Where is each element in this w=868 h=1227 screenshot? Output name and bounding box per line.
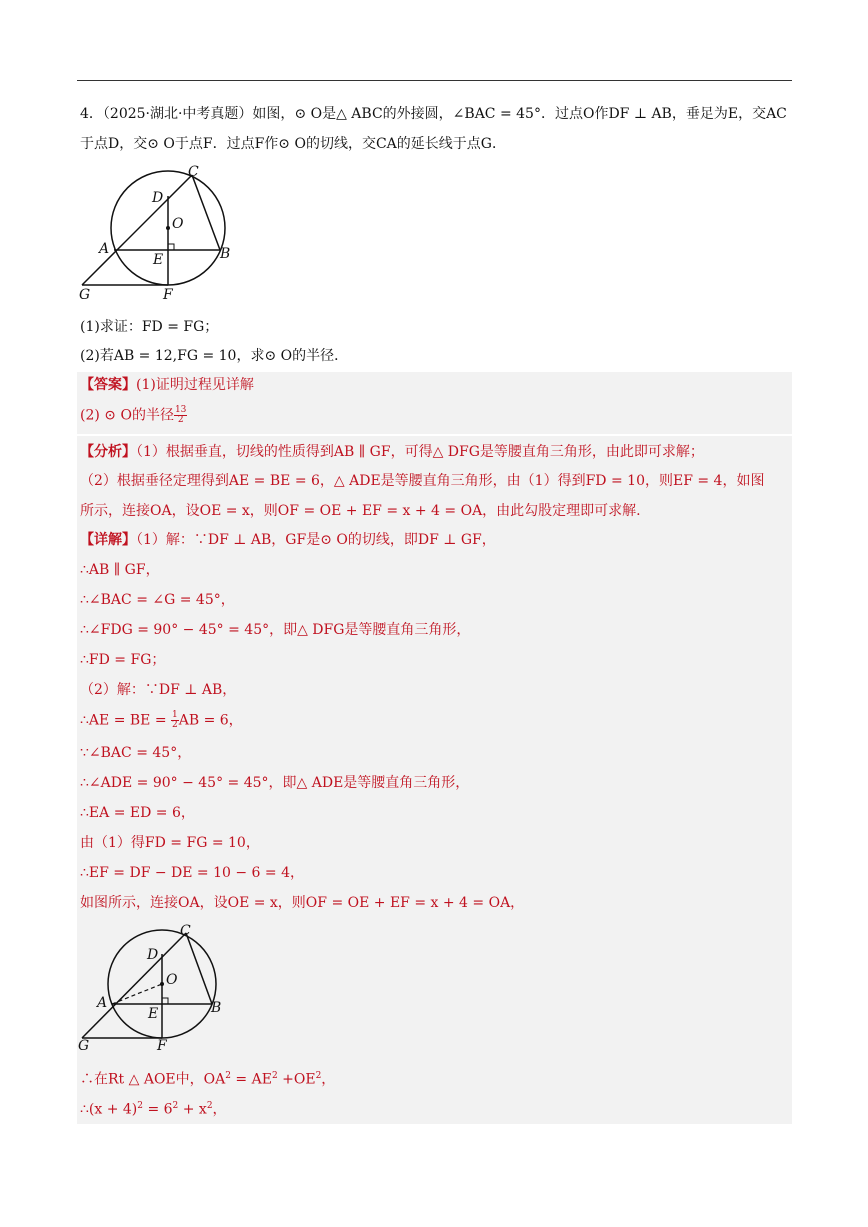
detail-text-15a: ∴(x + 4) xyxy=(80,1101,138,1118)
detail-text-15c: + x xyxy=(178,1101,207,1118)
question-part-2: (2)若AB = 12,FG = 10，求⊙ O的半径． xyxy=(80,348,349,364)
detail-line-3: ∴∠BAC = ∠G = 45°， xyxy=(80,592,235,608)
detail-line-11: 由（1）得FD = FG = 10， xyxy=(80,835,260,851)
detail-text-14a: ∴在Rt △ AOE中，OA xyxy=(80,1071,226,1088)
label-A: A xyxy=(99,241,110,257)
header-rule xyxy=(77,80,792,81)
exp-2: 2 xyxy=(271,1071,278,1081)
detail-text-14d: ， xyxy=(321,1071,336,1088)
detail-line-8: ∵∠BAC = 45°， xyxy=(80,745,192,761)
detail-line-9: ∴∠ADE = 90° − 45° = 45°，即△ ADE是等腰直角三角形， xyxy=(80,775,470,791)
analysis-line-3: 所示，连接OA，设OE = x，则OF = OE + EF = x + 4 = OA，由此勾股定理即可求解. xyxy=(80,503,641,519)
label-G-2: G xyxy=(78,1038,90,1054)
answer-fraction xyxy=(174,406,187,425)
answer-line-1 xyxy=(80,376,254,394)
answer-2-text: (2) ⊙ O的半径 xyxy=(80,407,174,424)
label-E-2: E xyxy=(148,1006,159,1022)
geometry-figure-1 xyxy=(74,160,244,308)
detail-text-7b: AB = 6， xyxy=(178,712,243,729)
analysis-tag: 【分析】 xyxy=(80,444,136,460)
label-F: F xyxy=(163,287,173,303)
half-fraction-num: 1 xyxy=(172,710,178,720)
detail-line-4: ∴∠FDG = 90° − 45° = 45°，即△ DFG是等腰直角三角形， xyxy=(80,622,471,638)
detail-line-12: ∴EF = DF − DE = 10 − 6 = 4， xyxy=(80,865,305,881)
answer-1: (1)证明过程见详解 xyxy=(136,377,254,393)
question-line-2: 于点D，交⊙ O于点F．过点F作⊙ O的切线，交CA的延长线于点G． xyxy=(80,136,506,152)
question-line-1 xyxy=(80,105,787,123)
label-B: B xyxy=(220,246,231,262)
question-source: 4．（2025·湖北·中考真题）如图， xyxy=(80,106,295,122)
analysis-text-1: （1）根据垂直，切线的性质得到AB ∥ GF，可得△ DFG是等腰直角三角形，由此即可求解； xyxy=(136,444,704,460)
label-G: G xyxy=(79,287,91,303)
exp-4: 2 xyxy=(137,1101,143,1111)
question-part-1: (1)求证：FD = FG； xyxy=(80,319,219,335)
detail-line-2: ∴AB ∥ GF， xyxy=(80,562,160,578)
detail-text-14c: +OE xyxy=(277,1071,316,1088)
exp-3: 2 xyxy=(315,1071,322,1081)
analysis-line-2: （2）根据垂径定理得到AE = BE = 6，△ ADE是等腰直角三角形，由（1）得到FD = 10，则EF = 4，如图 xyxy=(80,473,765,489)
half-fraction xyxy=(171,711,179,730)
detail-line-15 xyxy=(80,1097,227,1119)
detail-text-15b: = 6 xyxy=(143,1101,173,1118)
detail-text-14b: = AE xyxy=(230,1071,272,1088)
question-stem: ⊙ O是△ ABC的外接圆，∠BAC = 45°．过点O作DF ⊥ AB，垂足为E，交AC xyxy=(294,106,787,122)
label-C: C xyxy=(188,164,199,180)
detail-line-13: 如图所示，连接OA，设OE = x，则OF = OE + EF = x + 4 = OA， xyxy=(80,895,525,911)
half-fraction-den: 2 xyxy=(172,720,178,730)
label-F-2: F xyxy=(157,1038,167,1054)
geometry-figure-2 xyxy=(74,918,244,1058)
detail-line-5: ∴FD = FG； xyxy=(80,652,166,668)
label-C-2: C xyxy=(180,923,191,939)
label-O: O xyxy=(172,216,184,232)
detail-line-6: （2）解：∵DF ⊥ AB， xyxy=(80,682,237,698)
exp-6: 2 xyxy=(206,1101,213,1111)
answer-line-2 xyxy=(80,406,187,425)
detail-tag: 【详解】 xyxy=(80,532,136,548)
detail-text-1: （1）解：∵DF ⊥ AB，GF是⊙ O的切线，即DF ⊥ GF， xyxy=(136,532,496,548)
detail-text-7a: ∴AE = BE = xyxy=(80,712,172,729)
detail-line-7 xyxy=(80,711,243,730)
label-O-2: O xyxy=(166,972,178,988)
label-D-2: D xyxy=(147,947,159,963)
answer-fraction-den: 2 xyxy=(177,415,184,425)
answer-fraction-num: 13 xyxy=(174,405,187,415)
exp-5: 2 xyxy=(172,1101,179,1111)
analysis-line-1 xyxy=(80,443,704,461)
label-D: D xyxy=(152,190,164,206)
detail-line-14 xyxy=(80,1067,335,1089)
exp-1: 2 xyxy=(225,1071,231,1081)
answer-tag: 【答案】 xyxy=(80,377,136,393)
label-A-2: A xyxy=(97,995,108,1011)
label-B-2: B xyxy=(211,1000,222,1016)
detail-line-1 xyxy=(80,531,496,549)
label-E: E xyxy=(153,252,164,268)
detail-line-10: ∴EA = ED = 6， xyxy=(80,805,195,821)
detail-text-15d: ， xyxy=(212,1101,227,1118)
